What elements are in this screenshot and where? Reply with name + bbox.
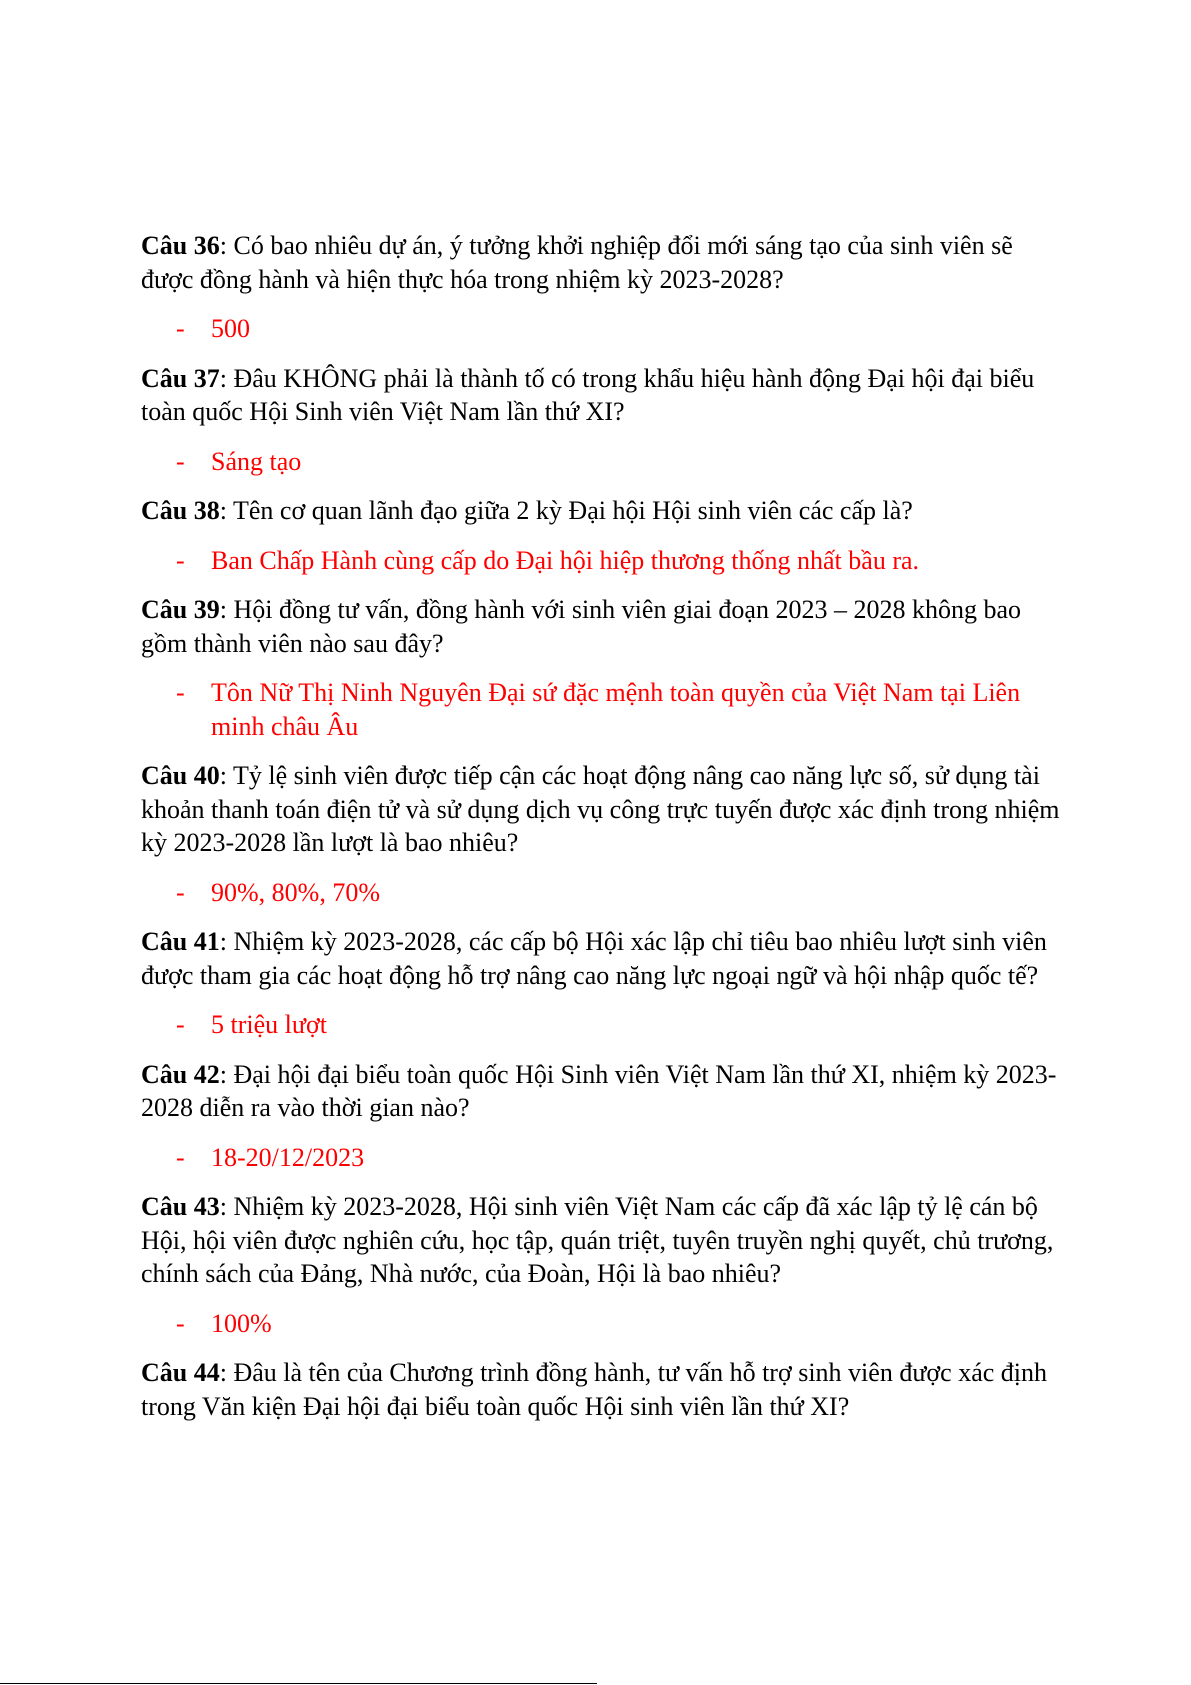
answer-text: 90%, 80%, 70% xyxy=(211,877,380,907)
answer-text: 5 triệu lượt xyxy=(211,1010,327,1039)
answer-text: Ban Chấp Hành cùng cấp do Đại hội hiệp thương thống nhất bầu ra. xyxy=(211,545,920,575)
question-text: : Tên cơ quan lãnh đạo giữa 2 kỳ Đại hội Hội sinh viên các cấp là? xyxy=(219,496,913,525)
answer-text: Tôn Nữ Thị Ninh Nguyên Đại sứ đặc mệnh toàn quyền của Việt Nam tại Liên minh châu Âu xyxy=(211,678,1021,741)
question-44 xyxy=(141,1356,1071,1423)
question-39 xyxy=(141,593,1071,660)
question-text: : Đại hội đại biểu toàn quốc Hội Sinh viên Việt Nam lần thứ XI, nhiệm kỳ 2023-2028 diễn ra vào thời gian nào? xyxy=(141,1059,1057,1122)
question-42 xyxy=(141,1058,1071,1125)
answer-bullet: - xyxy=(176,314,185,343)
answer-37 xyxy=(141,445,1071,479)
question-label: Câu 42 xyxy=(141,1059,220,1089)
question-label: Câu 38 xyxy=(141,496,220,525)
answer-42 xyxy=(141,1141,1071,1175)
answer-bullet: - xyxy=(176,545,185,575)
question-text: : Có bao nhiêu dự án, ý tưởng khởi nghiệp đổi mới sáng tạo của sinh viên sẽ được đồng hành và hiện thực hóa trong nhiệm kỳ 2023-2028? xyxy=(141,231,1013,294)
answer-36 xyxy=(141,312,1071,346)
question-label: Câu 43 xyxy=(141,1192,220,1221)
question-text: : Nhiệm kỳ 2023-2028, các cấp bộ Hội xác lập chỉ tiêu bao nhiêu lượt sinh viên được tham gia các hoạt động hỗ trợ nâng cao năng lực ngoại ngữ và hội nhập quốc tế? xyxy=(141,927,1047,990)
answer-40 xyxy=(141,876,1071,910)
answer-bullet: - xyxy=(176,1308,185,1338)
answer-bullet: - xyxy=(176,1010,185,1039)
answer-39 xyxy=(141,676,1071,743)
answer-bullet: - xyxy=(176,446,185,476)
answer-41 xyxy=(141,1008,1071,1042)
question-37 xyxy=(141,362,1071,429)
answer-text: 100% xyxy=(211,1308,272,1338)
answer-bullet: - xyxy=(176,877,185,907)
question-label: Câu 36 xyxy=(141,231,220,260)
question-40 xyxy=(141,759,1071,860)
question-label: Câu 40 xyxy=(141,761,220,790)
question-43 xyxy=(141,1190,1071,1291)
question-label: Câu 37 xyxy=(141,363,220,393)
question-text: : Hội đồng tư vấn, đồng hành với sinh viên giai đoạn 2023 – 2028 không bao gồm thành viên nào sau đây? xyxy=(141,595,1022,658)
answer-text: 500 xyxy=(211,314,250,343)
footnote-divider xyxy=(0,1683,597,1684)
question-label: Câu 44 xyxy=(141,1358,220,1387)
question-label: Câu 41 xyxy=(141,927,220,956)
question-38 xyxy=(141,494,1071,528)
answer-bullet: - xyxy=(176,678,185,707)
question-text: : Nhiệm kỳ 2023-2028, Hội sinh viên Việt Nam các cấp đã xác lập tỷ lệ cán bộ Hội, hội viên được nghiên cứu, học tập, quán triệt, tuyên truyền nghị quyết, chủ trương, chính sách của Đảng, Nhà nước, của Đoàn, Hội là bao nhiêu? xyxy=(141,1192,1054,1288)
question-36 xyxy=(141,229,1071,296)
answer-38 xyxy=(141,544,1071,578)
question-text: : Đâu là tên của Chương trình đồng hành, tư vấn hỗ trợ sinh viên được xác định trong Văn kiện Đại hội đại biểu toàn quốc Hội sinh viên lần thứ XI? xyxy=(141,1358,1048,1421)
answer-bullet: - xyxy=(176,1142,185,1172)
question-label: Câu 39 xyxy=(141,595,220,624)
question-text: : Tỷ lệ sinh viên được tiếp cận các hoạt động nâng cao năng lực số, sử dụng tài khoản thanh toán điện tử và sử dụng dịch vụ công trực tuyến được xác định trong nhiệm kỳ 2023-2028 lần lượt là bao nhiêu? xyxy=(141,761,1060,857)
answer-text: 18-20/12/2023 xyxy=(211,1142,365,1172)
question-41 xyxy=(141,925,1071,992)
question-text: : Đâu KHÔNG phải là thành tố có trong khẩu hiệu hành động Đại hội đại biểu toàn quốc Hội Sinh viên Việt Nam lần thứ XI? xyxy=(141,363,1035,426)
question-list xyxy=(141,229,1071,1439)
answer-43 xyxy=(141,1307,1071,1341)
answer-text: Sáng tạo xyxy=(211,446,302,476)
